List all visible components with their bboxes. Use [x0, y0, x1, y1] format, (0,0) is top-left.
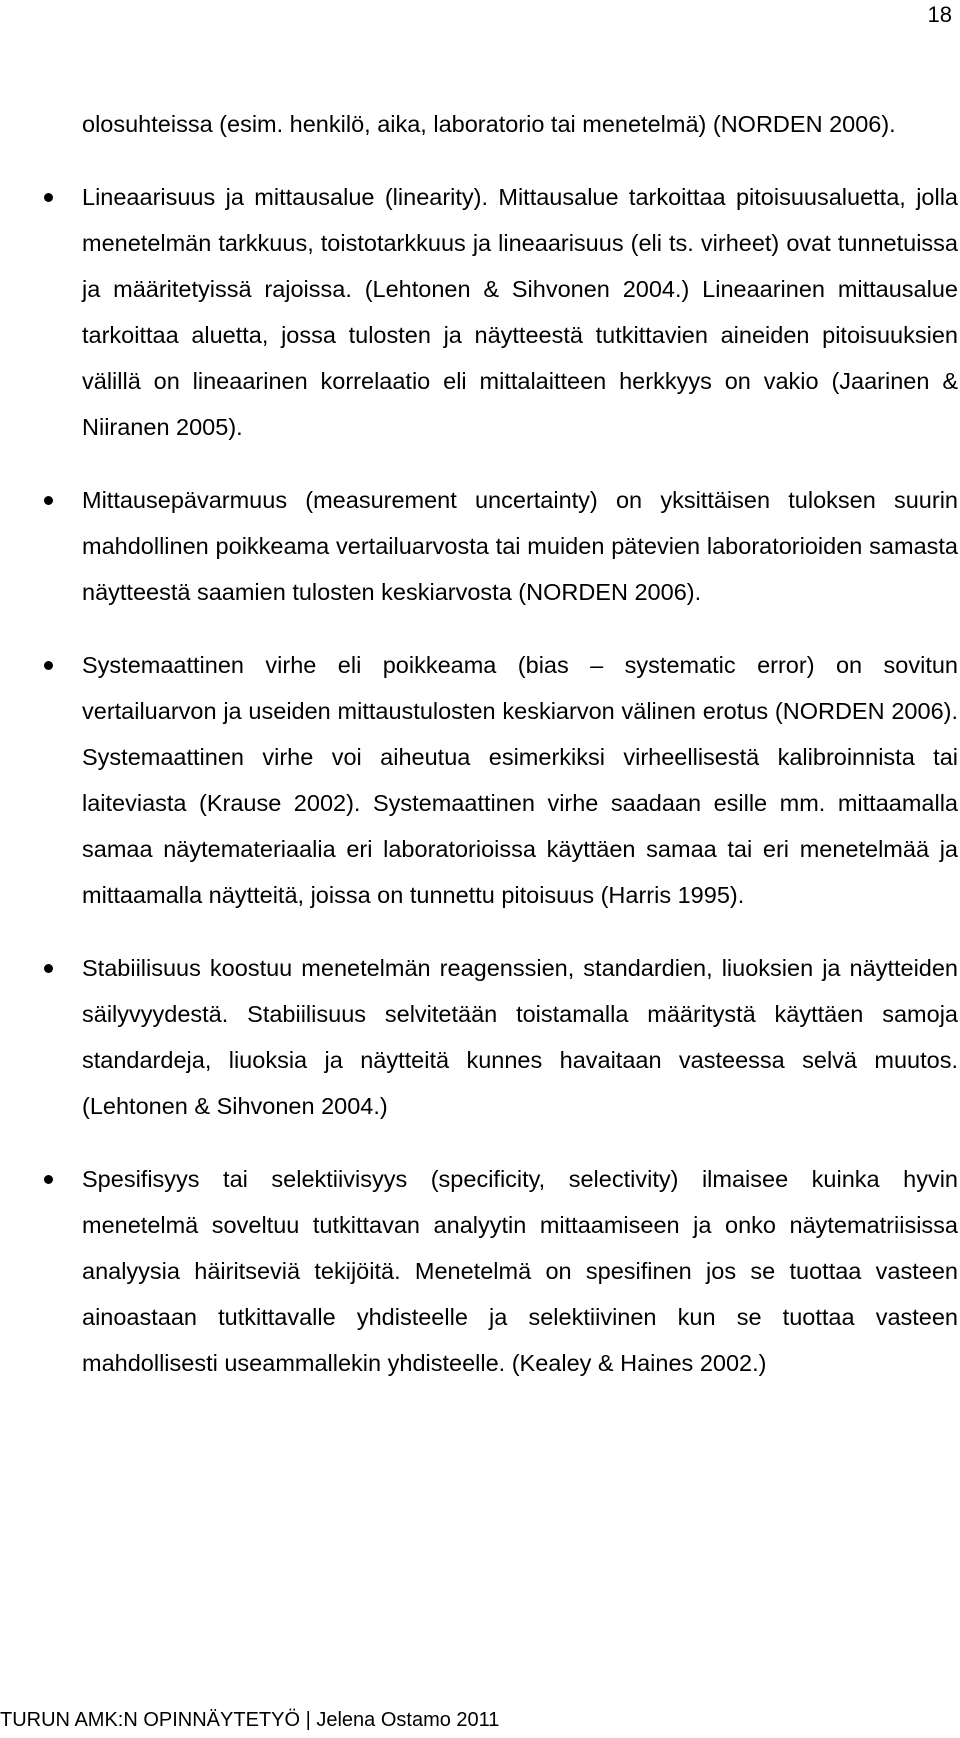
bullet-text: Mittausepävarmuus (measurement uncertainty) on yksittäisen tuloksen suurin mahdollinen poikkeama vertailuarvosta tai muiden pätevien laboratorioiden samasta näytteestä saamien tulosten keskiarvosta (NORDEN 2006). [82, 487, 958, 605]
continuation-paragraph: olosuhteissa (esim. henkilö, aika, laboratorio tai menetelmä) (NORDEN 2006). [82, 111, 896, 137]
document-body [82, 101, 958, 1413]
bullet-item-systematic-error [82, 642, 958, 918]
bullet-text: Spesifisyys tai selektiivisyys (specificity, selectivity) ilmaisee kuinka hyvin menetelmä soveltuu tutkittavan analyytin mittaamiseen ja onko näytematriisissa analyysia häiritseviä tekijöitä. Menetelmä on spesifinen jos se tuottaa vasteen ainoastaan tutkittavalle yhdisteelle ja selektiivinen kun se tuottaa vasteen mahdollisesti useammallekin yhdisteelle. (Kealey & Haines 2002.) [82, 1166, 958, 1376]
bullet-dot-icon [44, 496, 53, 505]
bullet-dot-icon [44, 1175, 53, 1184]
bullet-list [82, 174, 958, 1386]
bullet-dot-icon [44, 964, 53, 973]
page-footer: TURUN AMK:N OPINNÄYTETYÖ | Jelena Ostamo 2011 [0, 1709, 500, 1731]
bullet-item-linearity [82, 174, 958, 450]
bullet-item-stability [82, 945, 958, 1129]
page-number: 18 [927, 2, 952, 27]
bullet-dot-icon [44, 193, 53, 202]
bullet-text: Stabiilisuus koostuu menetelmän reagenssien, standardien, liuoksien ja näytteiden säilyvyydestä. Stabiilisuus selvitetään toistamalla määritystä käyttäen samoja standardeja, liuoksia ja näytteitä kunnes havaitaan vasteessa selvä muutos. (Lehtonen & Sihvonen 2004.) [82, 955, 958, 1119]
bullet-text: Systemaattinen virhe eli poikkeama (bias – systematic error) on sovitun vertailuarvon ja useiden mittaustulosten keskiarvon välinen erotus (NORDEN 2006). Systemaattinen virhe voi aiheutua esimerkiksi virheellisestä kalibroinnista tai laiteviasta (Krause 2002). Systemaattinen virhe saadaan esille mm. mittaamalla samaa näytemateriaalia eri laboratorioissa käyttäen samaa tai eri menetelmää ja mittaamalla näytteitä, joissa on tunnettu pitoisuus (Harris 1995). [82, 652, 958, 908]
bullet-item-specificity [82, 1156, 958, 1386]
bullet-text: Lineaarisuus ja mittausalue (linearity). Mittausalue tarkoittaa pitoisuusaluetta, jolla menetelmän tarkkuus, toistotarkkuus ja lineaarisuus (eli ts. virheet) ovat tunnetuissa ja määritetyissä rajoissa. (Lehtonen & Sihvonen 2004.) Lineaarinen mittausalue tarkoittaa aluetta, jossa tulosten ja näytteestä tutkittavien aineiden pitoisuuksien välillä on lineaarinen korrelaatio eli mittalaitteen herkkyys on vakio (Jaarinen & Niiranen 2005). [82, 184, 958, 440]
bullet-item-uncertainty [82, 477, 958, 615]
bullet-dot-icon [44, 661, 53, 670]
